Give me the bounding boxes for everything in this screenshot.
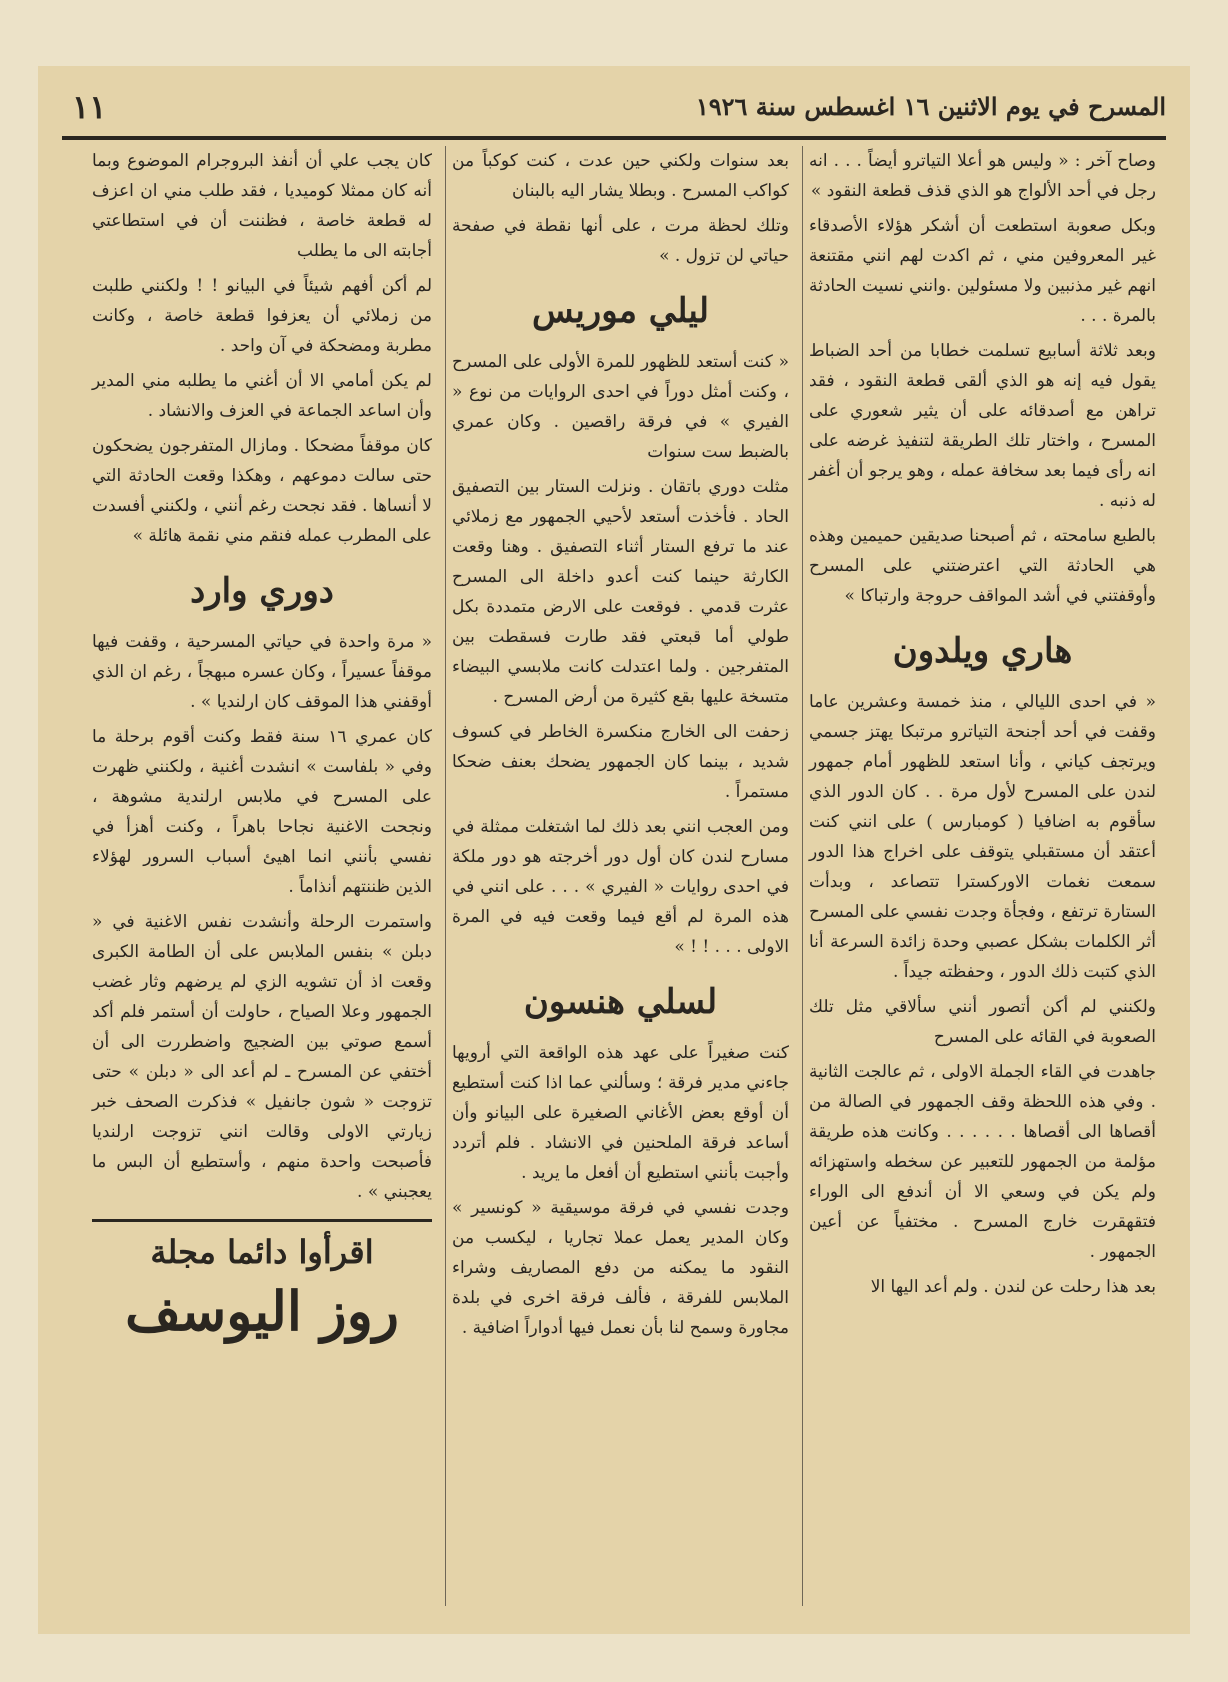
article-paragraph: زحفت الى الخارج منكسرة الخاطر في كسوف شديد ، بينما كان الجمهور يضحك بعنف ضحكا مستمراً . <box>452 722 789 802</box>
article-paragraph: وصاح آخر : « وليس هو أعلا التياترو أيضاً . . . انه رجل في أحد الألواج هو الذي قذف قطعة النقود » <box>809 151 1156 201</box>
article-paragraph: لم أكن أفهم شيئاً في البيانو ! ! ولكنني طلبت من زملائي أن يعزفوا قطعة خاصة ، وكانت مطربة ومضحكة في آن واحد . <box>92 276 432 356</box>
article-paragraph: وجدت نفسي في فرقة موسيقية « كونسير » وكان المدير يعمل عملا تجاريا ، ليكسب من النقود ما يمكنه من دفع المصاريف وشراء الملابس للفرقة ، فألف فرقة اخرى في بلدة مجاورة وسمح لنا بأن نعمل فيها أدواراً اضافية . <box>452 1198 789 1338</box>
article-paragraph: ولكنني لم أكن أتصور أنني سألاقي مثل تلك الصعوبة في القائه على المسرح <box>809 997 1156 1047</box>
article-paragraph: بعد سنوات ولكني حين عدت ، كنت كوكباً من كواكب المسرح . وبطلا يشار اليه بالبنان <box>452 151 789 201</box>
article-paragraph: بالطبع سامحته ، ثم أصبحنا صديقين حميمين وهذه هي الحادثة التي اعترضتني على المسرح وأوقفتني في أشد المواقف حروجة وارتباكا » <box>809 526 1156 606</box>
article-paragraph: وتلك لحظة مرت ، على أنها نقطة في صفحة حياتي لن تزول . » <box>452 216 789 266</box>
header-rule <box>62 136 1166 140</box>
article-paragraph: بعد هذا رحلت عن لندن . ولم أعد اليها الا <box>870 1277 1156 1297</box>
article-paragraph: كان موقفاً مضحكا . ومازال المتفرجون يضحكون حتى سالت دموعهم ، وهكذا وقعت الحادثة التي لا أنساها . فقد نجحت رغم أنني ، ولكنني أفسدت على المطرب عمله فنقم مني نقمة هائلة » <box>92 436 432 546</box>
article-paragraph: كان يجب علي أن أنفذ البروجرام الموضوع وبما أنه كان ممثلا كوميديا ، فقد طلب مني ان اعزف له قطعة خاصة ، فظننت أن في استطاعتي أجابته الى ما يطلب <box>92 151 432 261</box>
right-column <box>802 146 1162 1606</box>
page-header <box>66 88 1166 136</box>
ad-tagline: اقرأوا دائما مجلة <box>150 1233 374 1271</box>
article-paragraph: ومن العجب انني بعد ذلك لما اشتغلت ممثلة في مسارح لندن كان أول دور أخرجته هو دور ملكة في احدى روايات « الفيري » . . . على انني في هذه المرة لم أقع فيما وقعت فيه في المرة الاولى . . . ! ! » <box>452 817 789 957</box>
ad-magazine-name: روز اليوسف <box>125 1279 399 1343</box>
article-paragraph: مثلت دوري باتقان . ونزلت الستار بين التصفيق الحاد . فأخذت أستعد لأحيي الجمهور مع زملائي عند ما ترفع الستار أثناء التصفيق . وهنا وقعت الكارثة حينما كنت أعدو داخلة الى المسرح عثرت قدمي . فوقعت على الارض متمددة بكل طولي أما قبعتي فقد طارت فسقطت بين المتفرجين . ولما اعتدلت كانت ملابسي البيضاء متسخة عليها بقع كثيرة من أرض المسرح . <box>452 477 789 707</box>
advertisement-box <box>92 1219 432 1346</box>
section-heading-leslie-henson: لسلي هنسون <box>523 982 718 1022</box>
article-paragraph: وبكل صعوبة استطعت أن أشكر هؤلاء الأصدقاء غير المعروفين مني ، ثم اكدت لهم انني مقتنعة انهم غير مذنبين ولا مسئولين .وانني نسيت الحادثة بالمرة . . . <box>809 216 1156 326</box>
section-heading-harry-weldon: هاري ويلدون <box>892 631 1073 671</box>
page-number: ١١ <box>72 88 107 126</box>
article-paragraph: لم يكن أمامي الا أن أغني ما يطلبه مني المدير وأن اساعد الجماعة في العزف والانشاد . <box>92 371 432 421</box>
article-paragraph: « مرة واحدة في حياتي المسرحية ، وقفت فيها موقفاً عسيراً ، وكان عسره مبهجاً ، رغم ان الذي أوقفني هذا الموقف كان ارلنديا » . <box>92 632 432 712</box>
article-paragraph: كنت صغيراً على عهد هذه الواقعة التي أرويها جاءني مدير فرقة ؛ وسألني عما اذا كنت أستطيع أن أوقع بعض الأغاني الصغيرة على البيانو وأن أساعد فرقة الملحنين في الانشاد . فلم أتردد وأجبت بأنني استطيع أن أفعل ما يريد . <box>452 1043 789 1183</box>
article-paragraph: واستمرت الرحلة وأنشدت نفس الاغنية في « دبلن » بنفس الملابس على أن الطامة الكبرى وقعت اذ أن تشويه الزي لم يرضهم وثار غضب الجمهور وعلا الصياح ، حاولت أن أستمر فلم أكد أسمع صوتي بين الضجيج واضطررت الى أن أختفي عن المسرح ـ لم أعد الى « دبلن » حتى تزوجت « شون جانفيل » فذكرت الصحف خبر زيارتي الاولى وقالت انني تزوجت ارلنديا فأصبحت واحدة منهم ، وأستطيع أن البس ما يعجبني » . <box>92 912 432 1202</box>
section-heading-lily-morris: ليلي موريس <box>531 291 710 331</box>
article-paragraph: كان عمري ١٦ سنة فقط وكنت أقوم برحلة ما وفي « بلفاست » انشدت أغنية ، ولكنني ظهرت على المسرح في ملابس ارلندية مشوهة ، ونجحت الاغنية نجاحا باهراً ، وكنت أهزأ في نفسي بأنني انما اهيئ أسباب السرور لهؤلاء الذين ظننتهم أنذاماً . <box>92 727 432 897</box>
newspaper-page <box>38 66 1190 1634</box>
middle-column <box>445 146 795 1606</box>
section-heading-dorrie-ward: دوري وارد <box>190 571 334 611</box>
article-paragraph: « كنت أستعد للظهور للمرة الأولى على المسرح ، وكنت أمثل دوراً في احدى الروايات من نوع « الفيري » في فرقة راقصين . وكان عمري بالضبط ست سنوات <box>452 352 789 462</box>
header-title: المسرح في يوم الاثنين ١٦ اغسطس سنة ١٩٢٦ <box>695 92 1166 121</box>
left-column <box>86 146 438 1606</box>
article-paragraph: وبعد ثلاثة أسابيع تسلمت خطابا من أحد الضباط يقول فيه إنه هو الذي ألقى قطعة النقود ، فقد تراهن مع أصدقائه على أن يثير شعوري على المسرح ، واختار تلك الطريقة لتنفيذ غرضه على انه رأى فيما بعد سخافة عمله ، وهو يرجو أن أغفر له ذنبه . <box>809 341 1156 511</box>
article-paragraph: جاهدت في القاء الجملة الاولى ، ثم عالجت الثانية . وفي هذه اللحظة وقف الجمهور في الصالة من أقصاها الى أقصاها . . . . . . وكانت هذه طريقة مؤلمة من الجمهور للتعبير عن سخطه واستهزائه ولم يكن في وسعي الا أن أندفع الى الوراء فتقهقرت خارج المسرح . مختفياً عن أعين الجمهور . <box>809 1062 1156 1262</box>
article-paragraph: « في احدى الليالي ، منذ خمسة وعشرين عاما وقفت في أحد أجنحة التياترو مرتبكا يهتز جسمي ويرتجف كياني ، وأنا استعد للظهور أمام جمهور لندن على المسرح لأول مرة . . كان الدور الذي سأقوم به اضافيا ( كومبارس ) على انني كنت أعتقد أن مستقبلي يتوقف على اخراج هذا الدور سمعت نغمات الاوركسترا تتصاعد ، وبدأت الستارة ترتفع ، وفجأة وجدت نفسي على المسرح أثر الكلمات بشكل عصبي وحدة زائدة السرعة أنا الذي كتبت ذلك الدور ، وحفظته جيداً . <box>809 692 1156 982</box>
